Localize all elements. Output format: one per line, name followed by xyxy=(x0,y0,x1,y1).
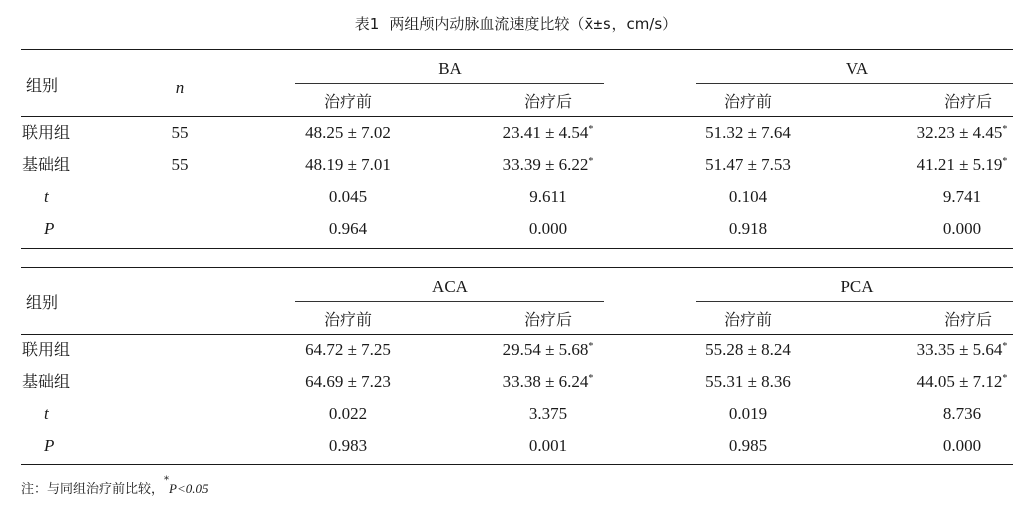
table-footnote xyxy=(21,475,209,497)
title-statistic: x̄±s xyxy=(584,15,612,33)
header-vessel-left: BA xyxy=(438,59,462,78)
value: 29.54 ± 5.68 xyxy=(502,340,589,359)
cell-right-after xyxy=(917,155,1008,175)
cell-right-after xyxy=(917,340,1008,360)
cell-left-after xyxy=(503,123,594,143)
value: 0.000 xyxy=(528,219,568,238)
significance-mark: * xyxy=(1002,156,1008,167)
cell-left-before: 64.72 ± 7.25 xyxy=(305,340,391,359)
row-label: 基础组 xyxy=(22,372,71,391)
cell-right-after xyxy=(943,404,981,424)
cell-right-before: 0.918 xyxy=(728,219,768,238)
title-unit: ，cm/s） xyxy=(611,15,678,33)
cell-right-after xyxy=(917,123,1008,143)
value: 32.23 ± 4.45 xyxy=(916,123,1003,142)
cell-left-before: 0.983 xyxy=(328,436,368,455)
cell-left-after xyxy=(503,372,594,392)
footnote-condition: P<0.05 xyxy=(169,481,209,496)
table2-bottom-rule xyxy=(21,464,1013,465)
value: 41.21 ± 5.19 xyxy=(916,155,1003,174)
table2-header-rule xyxy=(21,334,1013,335)
cell-right-before: 51.32 ± 7.64 xyxy=(705,123,791,142)
significance-mark: * xyxy=(588,124,594,135)
cell-left-after xyxy=(503,155,594,175)
cell-left-after xyxy=(503,340,594,360)
row-label: t xyxy=(44,404,49,423)
cell-left-after xyxy=(529,436,567,456)
cell-n: 55 xyxy=(171,155,189,174)
cell-left-before: 0.964 xyxy=(328,219,368,238)
table1-bottom-rule xyxy=(21,248,1013,249)
row-label: t xyxy=(44,187,49,206)
cell-right-after xyxy=(943,436,981,456)
value: 9.611 xyxy=(529,187,567,206)
header-before: 治疗前 xyxy=(723,310,773,329)
cell-right-before: 0.104 xyxy=(728,187,768,206)
header-after: 治疗后 xyxy=(943,92,992,111)
table-title xyxy=(0,13,1032,34)
cell-right-before: 0.019 xyxy=(728,404,768,423)
row-label: 联用组 xyxy=(22,123,71,142)
significance-mark: * xyxy=(588,341,594,352)
cell-right-before: 55.28 ± 8.24 xyxy=(705,340,791,359)
row-label: P xyxy=(44,219,55,238)
header-n: n xyxy=(175,78,185,97)
table2-right-span-rule xyxy=(696,301,1013,302)
table-number: 表1 xyxy=(354,15,380,33)
table1-right-span-rule xyxy=(696,83,1013,84)
header-before: 治疗前 xyxy=(323,310,373,329)
header-vessel-right: VA xyxy=(845,59,869,78)
cell-right-after xyxy=(943,219,981,239)
value: 23.41 ± 4.54 xyxy=(502,123,589,142)
significance-mark: * xyxy=(1002,341,1008,352)
value: 0.000 xyxy=(942,219,982,238)
value: 8.736 xyxy=(942,404,982,423)
cell-right-after xyxy=(943,187,981,207)
value: 0.001 xyxy=(528,436,568,455)
cell-left-before: 64.69 ± 7.23 xyxy=(305,372,391,391)
value: 33.38 ± 6.24 xyxy=(502,372,589,391)
cell-right-before: 0.985 xyxy=(728,436,768,455)
header-group: 组别 xyxy=(26,76,59,95)
header-after: 治疗后 xyxy=(943,310,992,329)
cell-right-before: 51.47 ± 7.53 xyxy=(705,155,791,174)
table2-top-rule xyxy=(21,267,1013,268)
table1-header-rule xyxy=(21,116,1013,117)
header-group: 组别 xyxy=(26,293,59,312)
table1-top-rule xyxy=(21,49,1013,50)
significance-mark: * xyxy=(588,156,594,167)
footnote-mark: * xyxy=(164,475,170,486)
significance-mark: * xyxy=(588,373,594,384)
cell-right-after xyxy=(917,372,1008,392)
significance-mark: * xyxy=(1002,124,1008,135)
value: 44.05 ± 7.12 xyxy=(916,372,1003,391)
value: 0.000 xyxy=(942,436,982,455)
row-label: 基础组 xyxy=(22,155,71,174)
table1-left-span-rule xyxy=(295,83,604,84)
cell-left-after xyxy=(529,187,567,207)
cell-left-before: 0.045 xyxy=(328,187,368,206)
value: 33.35 ± 5.64 xyxy=(916,340,1003,359)
table2-left-span-rule xyxy=(295,301,604,302)
value: 33.39 ± 6.22 xyxy=(502,155,589,174)
cell-left-before: 48.25 ± 7.02 xyxy=(305,123,391,142)
value: 3.375 xyxy=(528,404,568,423)
cell-left-after xyxy=(529,404,567,424)
row-label: P xyxy=(44,436,55,455)
value: 9.741 xyxy=(942,187,982,206)
significance-mark: * xyxy=(1002,373,1008,384)
cell-left-after xyxy=(529,219,567,239)
footnote-prefix: 注：与同组治疗前比较， xyxy=(21,482,165,497)
header-vessel-left: ACA xyxy=(432,277,468,296)
header-vessel-right: PCA xyxy=(840,277,874,296)
cell-n: 55 xyxy=(171,123,189,142)
header-before: 治疗前 xyxy=(723,92,773,111)
header-before: 治疗前 xyxy=(323,92,373,111)
cell-right-before: 55.31 ± 8.36 xyxy=(705,372,791,391)
header-after: 治疗后 xyxy=(523,310,573,329)
header-after: 治疗后 xyxy=(523,92,573,111)
cell-left-before: 0.022 xyxy=(328,404,368,423)
row-label: 联用组 xyxy=(22,340,71,359)
cell-left-before: 48.19 ± 7.01 xyxy=(305,155,391,174)
title-text: 两组颅内动脉血流速度比较（ xyxy=(389,15,585,33)
